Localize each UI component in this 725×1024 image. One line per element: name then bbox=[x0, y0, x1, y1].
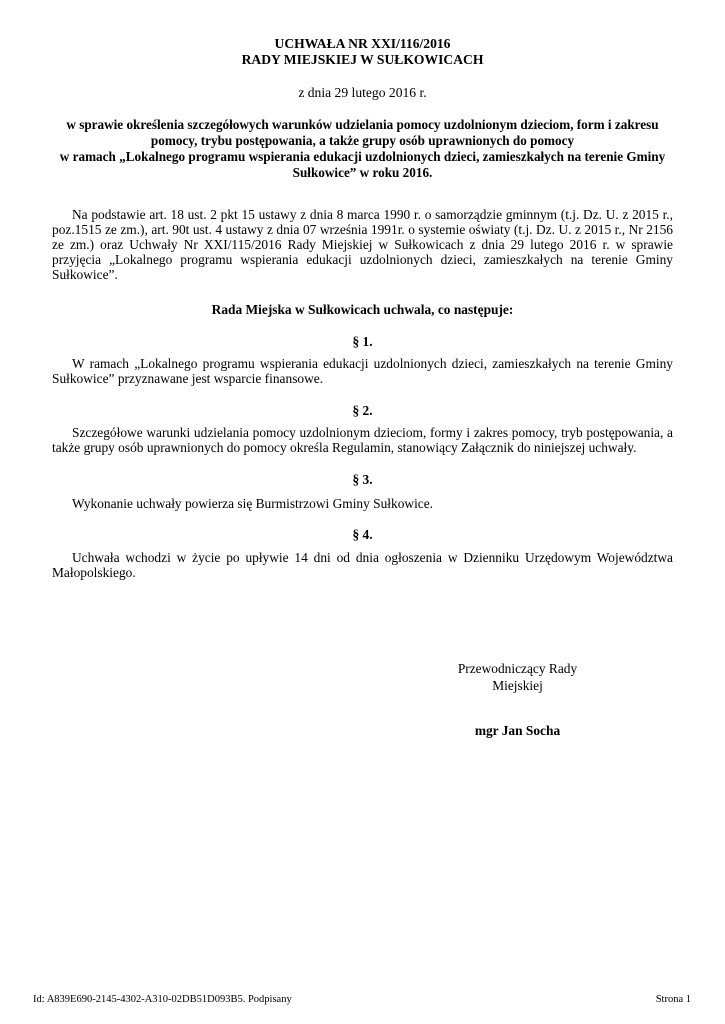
section-4-mark: § 4. bbox=[352, 527, 373, 542]
section-3-mark: § 3. bbox=[352, 472, 373, 487]
section-3-text: Wykonanie uchwały powierza się Burmistrzowi Gminy Sułkowice. bbox=[72, 496, 434, 511]
subject-line-2: pomocy, trybu postępowania, a także grupy osób uprawnionych do pomocy bbox=[150, 133, 575, 148]
section-1-text: W ramach „Lokalnego programu wspierania edukacji uzdolnionych dzieci, zamieszkałych na terenie Gminy Sułkowice” przyznawane jest wsparcie finansowe. bbox=[52, 356, 673, 386]
subject-line-3: w ramach „Lokalnego programu wspierania edukacji uzdolnionych dzieci, zamieszkałych na terenie Gminy bbox=[59, 149, 666, 164]
resolves-heading: Rada Miejska w Sułkowicach uchwala, co następuje: bbox=[211, 302, 514, 317]
resolution-subject bbox=[52, 117, 673, 181]
legal-basis-paragraph: Na podstawie art. 18 ust. 2 pkt 15 ustawy z dnia 8 marca 1990 r. o samorządzie gminnym (t.j. Dz. U. z 2015 r., poz.1515 ze zm.), art. 90t ust. 4 ustawy z dnia 07 września 1991r. o systemie oświaty (t.j. Dz. U. z 2015 r., Nr 2156 ze zm.) oraz Uchwały Nr XXI/115/2016 Rady Miejskiej w Sułkowicach z dnia 29 lutego 2016 r. w sprawie przyjęcia „Lokalnego programu wspierania edukacji uzdolnionych dzieci, zamieszkałych na terenie Gminy Sułkowice”. bbox=[52, 207, 673, 282]
title-line-2: RADY MIEJSKIEJ W SUŁKOWICACH bbox=[241, 52, 484, 67]
title-line-1: UCHWAŁA NR XXI/116/2016 bbox=[274, 36, 451, 51]
signature-role-line-1: Przewodniczący Rady bbox=[457, 661, 578, 676]
signature-role bbox=[400, 660, 635, 694]
signature-name: mgr Jan Socha bbox=[474, 723, 561, 738]
section-1-mark: § 1. bbox=[352, 334, 373, 349]
subject-line-4: Sułkowice” w roku 2016. bbox=[292, 165, 433, 180]
section-2-text: Szczegółowe warunki udzielania pomocy uzdolnionym dzieciom, formy i zakres pomocy, tryb postępowania, a także grupy osób uprawnionych do pomocy określa Regulamin, stanowiący Załącznik do niniejszej uchwały. bbox=[52, 425, 673, 455]
signature-role-line-2: Miejskiej bbox=[492, 678, 543, 693]
subject-line-1: w sprawie określenia szczegółowych warunków udzielania pomocy uzdolnionym dzieciom, form i zakresu bbox=[66, 117, 659, 132]
resolution-date: z dnia 29 lutego 2016 r. bbox=[298, 85, 427, 100]
section-4-text: Uchwała wchodzi w życie po upływie 14 dni od dnia ogłoszenia w Dzienniku Urzędowym Województwa Małopolskiego. bbox=[52, 550, 673, 580]
footer-page-number: Strona 1 bbox=[655, 994, 691, 1005]
footer-document-id: Id: A839E690-2145-4302-A310-02DB51D093B5. Podpisany bbox=[33, 994, 292, 1005]
resolution-title bbox=[52, 36, 673, 68]
section-2-mark: § 2. bbox=[352, 403, 373, 418]
